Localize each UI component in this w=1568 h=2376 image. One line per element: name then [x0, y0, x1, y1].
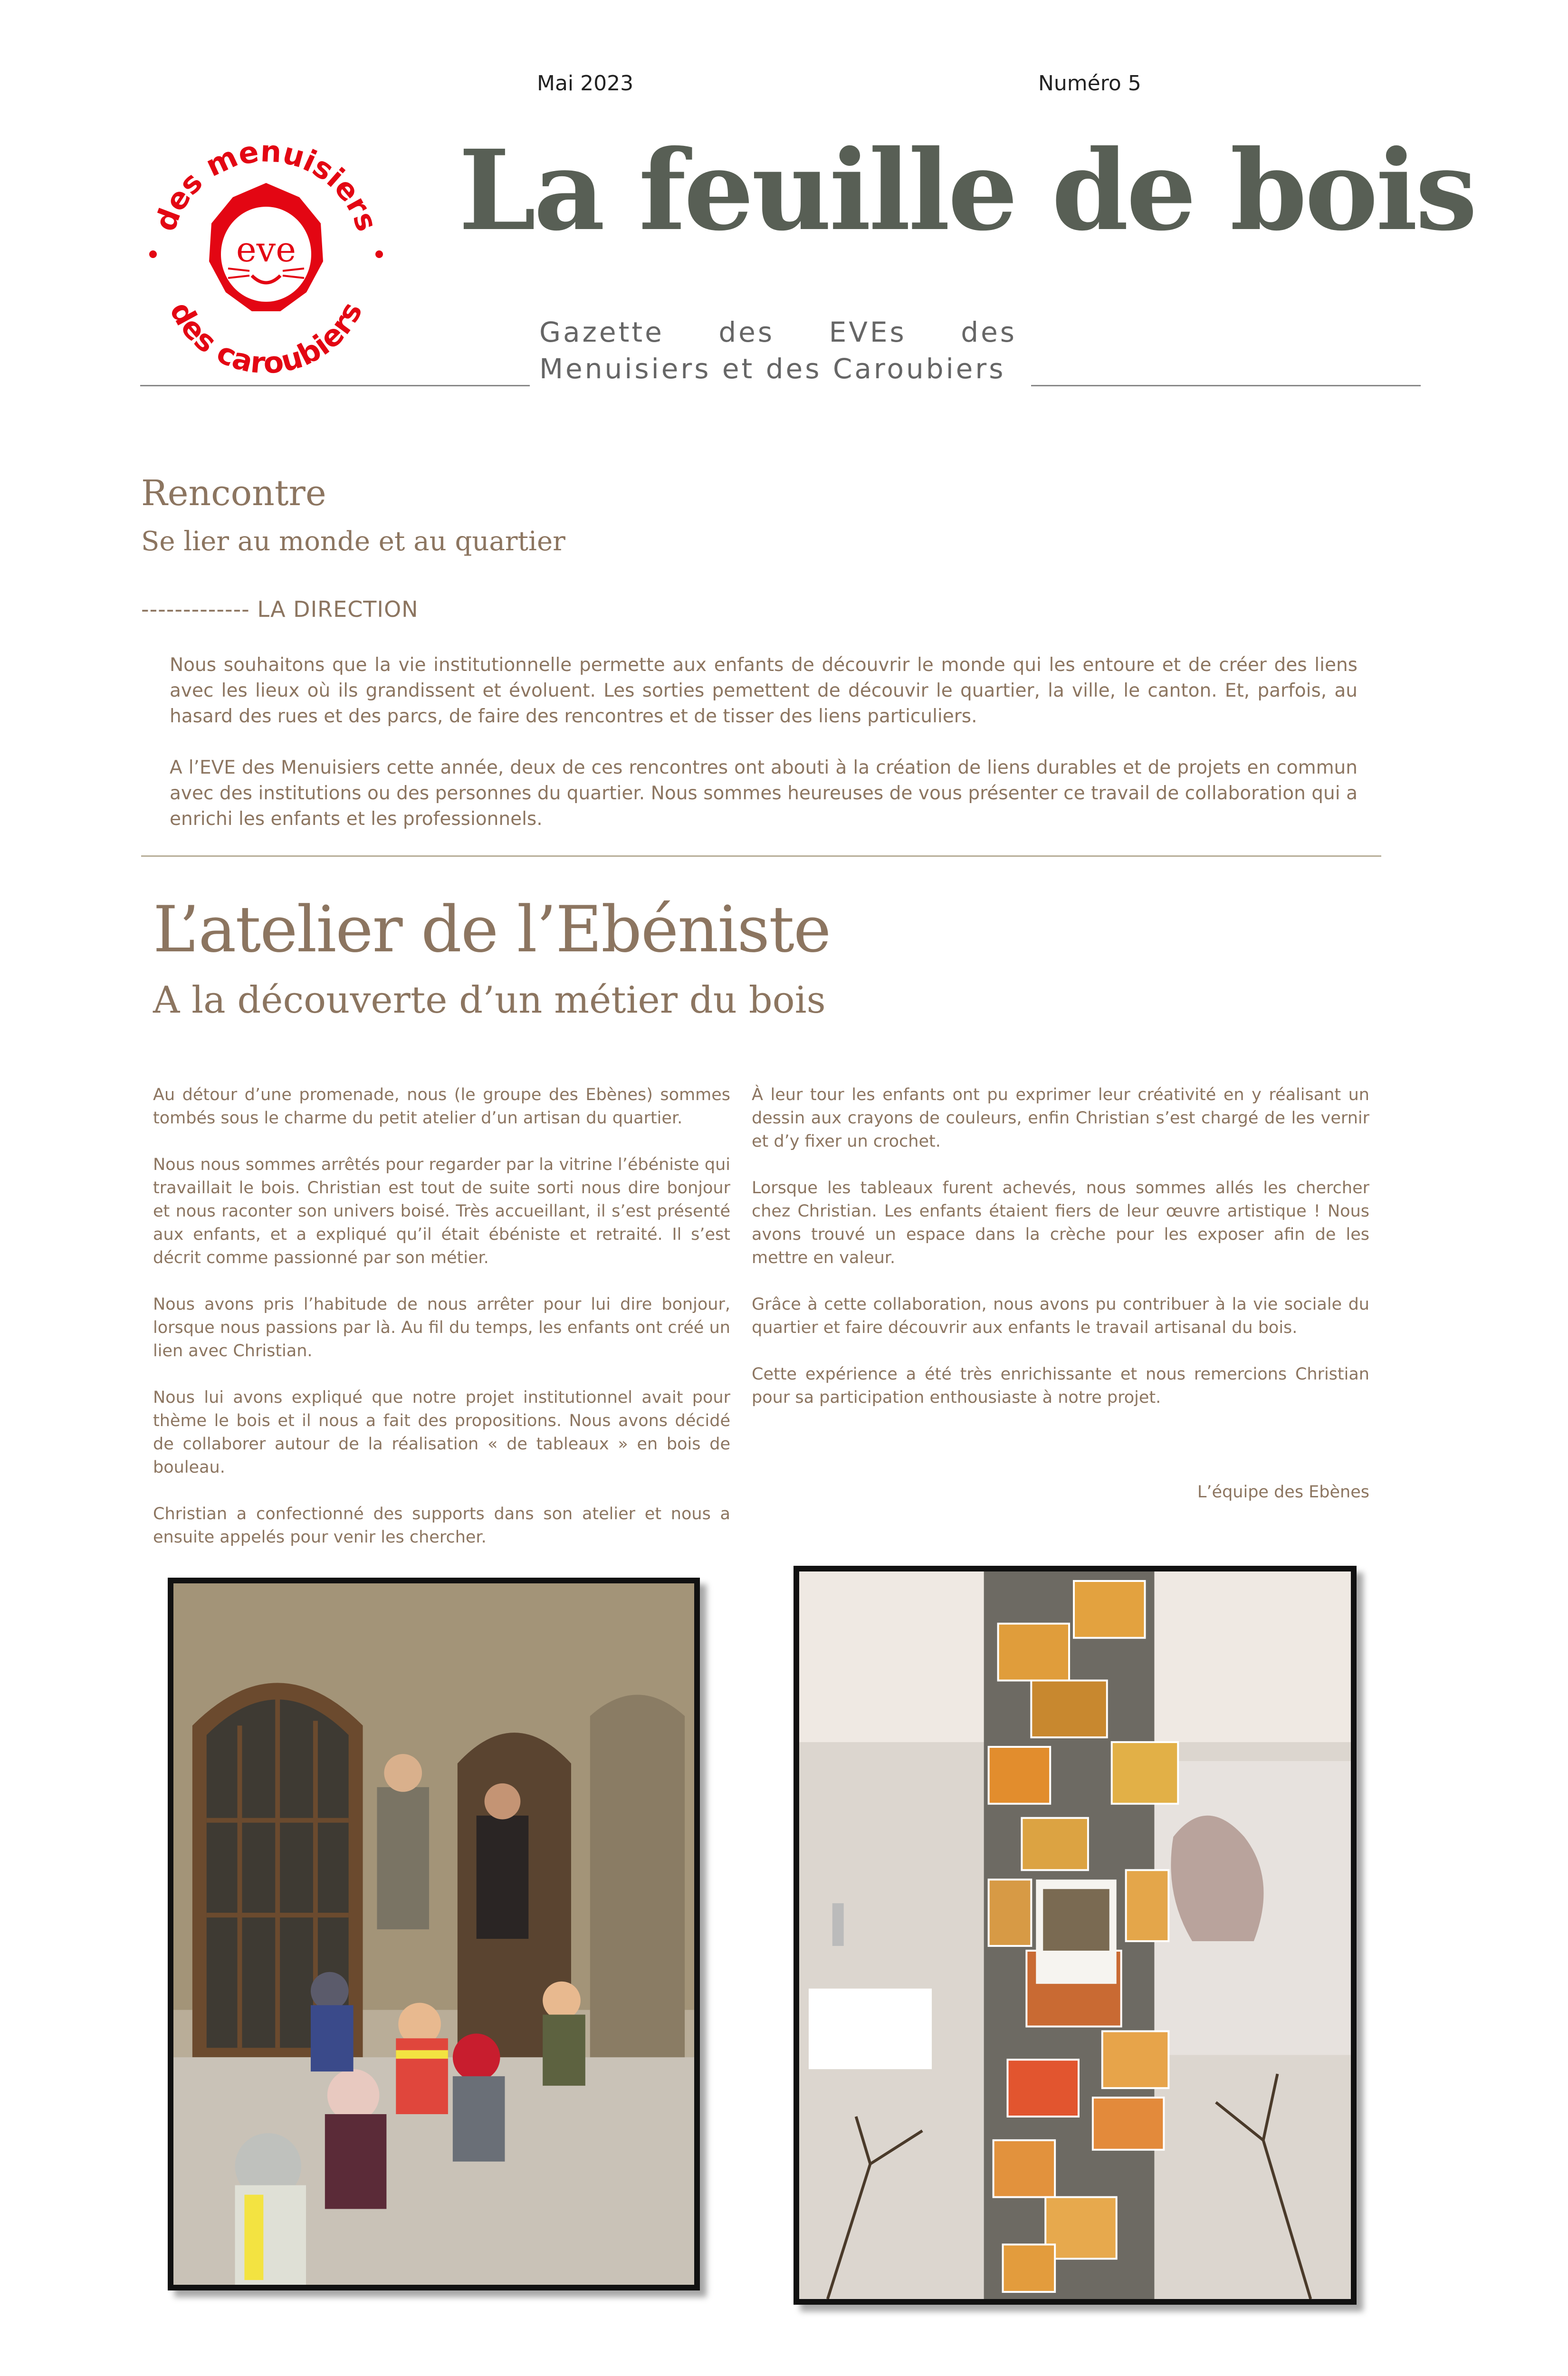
tagline-line-2: Menuisiers et des Caroubiers [539, 353, 1006, 385]
article-paragraph: Cette expérience a été très enrichissante et nous remercions Christian pour sa participation enthousiaste à notre projet. [752, 1365, 1369, 1407]
section-divider [141, 855, 1381, 857]
article-paragraph: Nous lui avons expliqué que notre projet institutionnel avait pour thème le bois et il nous a fait des propositions. Nous avons décidé de collaborer autour de la réalisation « de tableaux » en bois de bouleau. [153, 1388, 730, 1477]
article-title: L’atelier de l’Ebéniste [153, 892, 831, 967]
header-rule-right [1031, 385, 1421, 386]
article-paragraph: Au détour d’une promenade, nous (le groupe des Ebènes) sommes tombés sous le charme du petit atelier d’un artisan du quartier. [153, 1085, 730, 1128]
header-rule-left [140, 385, 530, 386]
article-left-column [153, 1083, 730, 1572]
section-title: Rencontre [141, 473, 326, 514]
tagline-word: EVEs [829, 316, 907, 348]
issue-date: Mai 2023 [537, 71, 634, 96]
intro-text [170, 652, 1358, 832]
logo-top-text: des menuisiers [147, 134, 385, 236]
article-paragraph: À leur tour les enfants ont pu exprimer leur créativité en y réalisant un dessin aux crayons de couleurs, enfin Christian s’est chargé de les vernir et d’y fixer un crochet. [752, 1085, 1369, 1151]
masthead-title: La feuille de bois [459, 125, 1475, 255]
artwork-pillar-photo [794, 1566, 1357, 2305]
intro-paragraph: Nous souhaitons que la vie institutionnelle permette aux enfants de découvrir le monde qui les entoure et de créer des liens avec les lieux où ils grandissent et évoluent. Les sorties pemettent de découvir le quartier, la ville, le canton. Et, parfois, au hasard des rues et des parcs, de faire des rencontres et de tisser des liens particuliers. [170, 654, 1358, 727]
article-paragraph: Christian a confectionné des supports dans son atelier et nous a ensuite appelés pour venir les chercher. [153, 1504, 730, 1547]
article-paragraph: Nous nous sommes arrêtés pour regarder par la vitrine l’ébéniste qui travaillait le bois. Christian est tout de suite sorti nous dire bonjour et nous raconter son univers boisé. Très accueillant, il s’est présenté aux enfants, et a expliqué qu’il était ébéniste et retraité. Il s’est décrit comme passionné par son métier. [153, 1155, 730, 1267]
workshop-visit-photo [168, 1578, 700, 2290]
section-byline: ------------- LA DIRECTION [141, 596, 419, 622]
tagline-word: Gazette [539, 316, 664, 348]
tagline-word: des [961, 316, 1017, 348]
article-paragraph: Nous avons pris l’habitude de nous arrêter pour lui dire bonjour, lorsque nous passions par là. Au fil du temps, les enfants ont créé un lien avec Christian. [153, 1295, 730, 1360]
article-subtitle: A la découverte d’un métier du bois [153, 979, 826, 1022]
article-right-column [752, 1083, 1369, 1433]
section-subtitle: Se lier au monde et au quartier [141, 526, 565, 557]
tagline-line-1 [539, 316, 1017, 348]
issue-number: Numéro 5 [1038, 71, 1141, 96]
article-paragraph: Lorsque les tableaux furent achevés, nous sommes allés les chercher chez Christian. Les enfants étaient fiers de leur œuvre artistique ! Nous avons trouvé un espace dans la crèche pour les exposer afin de les mettre en valeur. [752, 1178, 1369, 1267]
logo-icon [143, 126, 390, 378]
tagline-word: des [718, 316, 775, 348]
intro-paragraph: A l’EVE des Menuisiers cette année, deux de ces rencontres ont abouti à la création de liens durables et de projets en commun avec des institutions ou des personnes du quartier. Nous sommes heureuses de vous présenter ce travail de collaboration qui a enrichi les enfants et les professionnels. [170, 757, 1358, 830]
logo-bottom-text: des caroubiers [163, 296, 369, 378]
article-paragraph: Grâce à cette collaboration, nous avons pu contribuer à la vie sociale du quartier et faire découvrir aux enfants le travail artisanal du bois. [752, 1295, 1369, 1337]
article-signature: L’équipe des Ebènes [1197, 1483, 1369, 1502]
logo-center-text: eve [236, 230, 296, 269]
